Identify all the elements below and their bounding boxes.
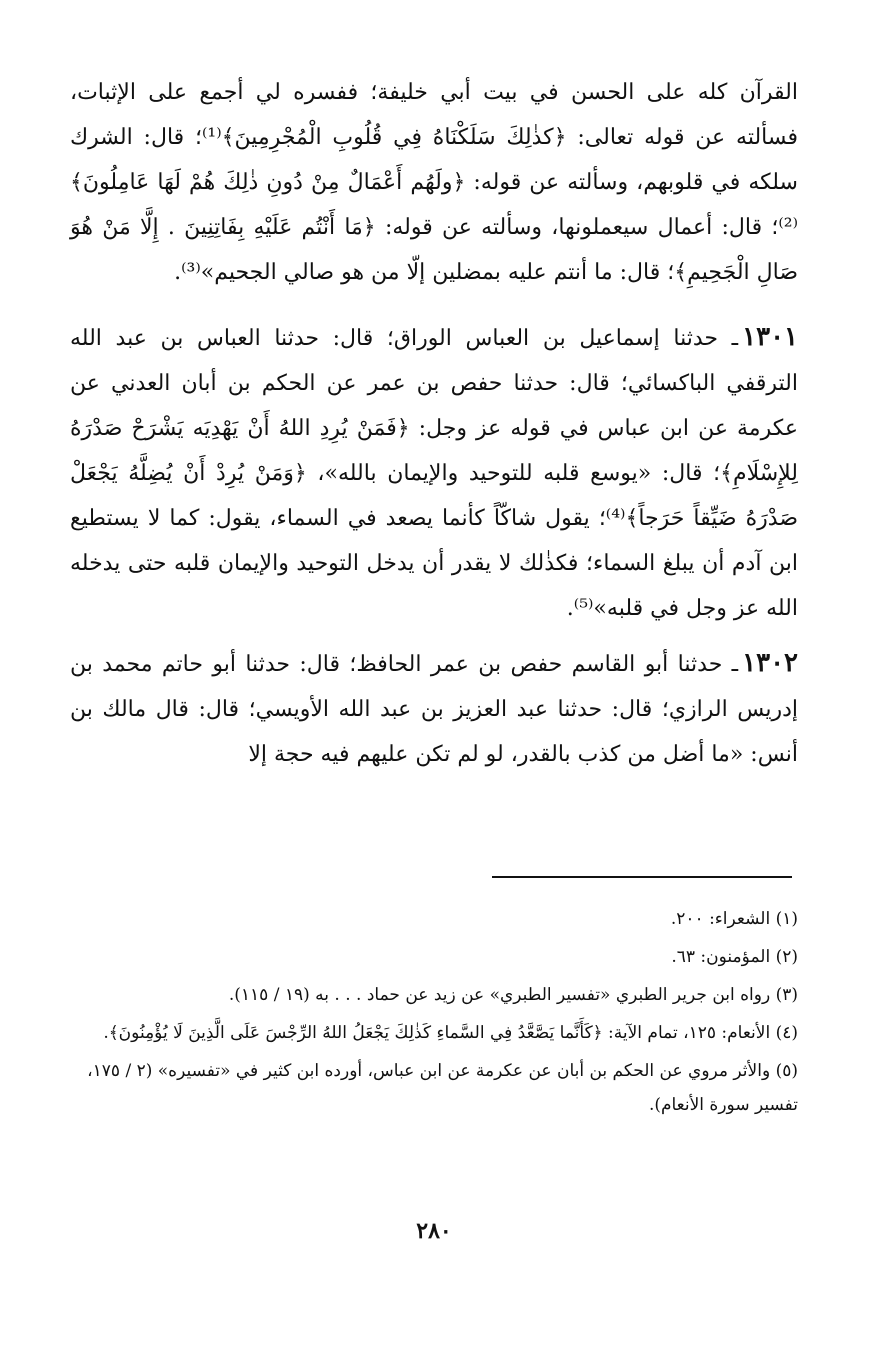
hadith-text: ـ حدثنا أبو القاسم حفص بن عمر الحافظ؛ قال: حدثنا أبو حاتم محمد بن إدريس الرازي؛ قال: حدثنا عبد العزيز بن عبد الله الأويسي؛ قال: قال مالك بن أنس: «ما أضل من كذب بالقدر، لو لم تكن عليهم فيه حجة إلا xyxy=(70,652,798,767)
footnote: (١) الشعراء: ٢٠٠. xyxy=(670,909,798,929)
footnote-divider xyxy=(492,876,792,878)
footnote: (٢) المؤمنون: ٦٣. xyxy=(671,947,798,967)
hadith-number: ١٣٠١ xyxy=(742,322,798,352)
hadith-1301 xyxy=(70,315,798,631)
hadith-1302 xyxy=(70,641,798,777)
paragraph-continued: القرآن كله على الحسن في بيت أبي خليفة؛ ففسره لي أجمع على الإثبات، فسألته عن قوله تعالى: ﴿كذٰلِكَ سَلَكْنَاهُ فِي قُلُوبِ الْمُجْرِمِينَ﴾⁽¹⁾؛ قال: الشرك سلكه في قلوبهم، وسألته عن قوله: ﴿ولَهُم أَعْمَالٌ مِنْ دُونِ ذٰلِكَ هُمْ لَهَا عَامِلُونَ﴾⁽²⁾؛ قال: أعمال سيعملونها، وسألته عن قوله: ﴿مَا أَنْتُم عَلَيْهِ بِفَاتِنِينَ . إِلَّا مَنْ هُوَ صَالِ الْجَحِيمِ﴾؛ قال: ما أنتم عليه بمضلين إلّا من هو صالي الجحيم»⁽³⁾. xyxy=(70,80,799,285)
document-page xyxy=(70,70,798,1320)
footnote: (٥) والأثر مروي عن الحكم بن أبان عن عكرمة عن ابن عباس، أورده ابن كثير في «تفسيره» (٢ / ١٧٥، تفسير سورة الأنعام). xyxy=(87,1061,798,1115)
page-number: ٢٨٠ xyxy=(416,1218,452,1244)
footnote: (٤) الأنعام: ١٢٥، تمام الآية: ﴿كَأَنَّما يَصَّعَّدُ فِي السَّماءِ كَذٰلِكَ يَجْعَلُ اللهُ الرِّجْسَ عَلَى الَّذِينَ لَا يُؤْمِنُونَ﴾. xyxy=(103,1023,798,1043)
footnote: (٣) رواه ابن جرير الطبري «تفسير الطبري» عن زيد عن حماد . . . به (١٩ / ١١٥). xyxy=(228,985,798,1005)
hadith-number: ١٣٠٢ xyxy=(742,648,798,678)
footnotes xyxy=(70,902,798,1126)
hadith-text: ـ حدثنا إسماعيل بن العباس الوراق؛ قال: حدثنا العباس بن عبد الله الترقفي الباكسائي؛ قال: حدثنا حفص بن عمر عن الحكم بن أبان العدني عن عكرمة عن ابن عباس في قوله عز وجل: ﴿فَمَنْ يُرِدِ اللهُ أَنْ يَهْدِيَه يَشْرَحْ صَدْرَهُ لِلإِسْلَامِ﴾؛ قال: «يوسع قلبه للتوحيد والإيمان بالله»، ﴿وَمَنْ يُرِدْ أَنْ يُضِلَّهُ يَجْعَلْ صَدْرَهُ ضَيِّقاً حَرَجاً﴾⁽⁴⁾؛ يقول شاكّاً كأنما يصعد في السماء، يقول: كما لا يستطيع ابن آدم أن يبلغ السماء؛ فكذٰلك لا يقدر أن يدخل التوحيد والإيمان قلبه حتى يدخله الله عز وجل في قلبه»⁽⁵⁾. xyxy=(70,326,798,621)
